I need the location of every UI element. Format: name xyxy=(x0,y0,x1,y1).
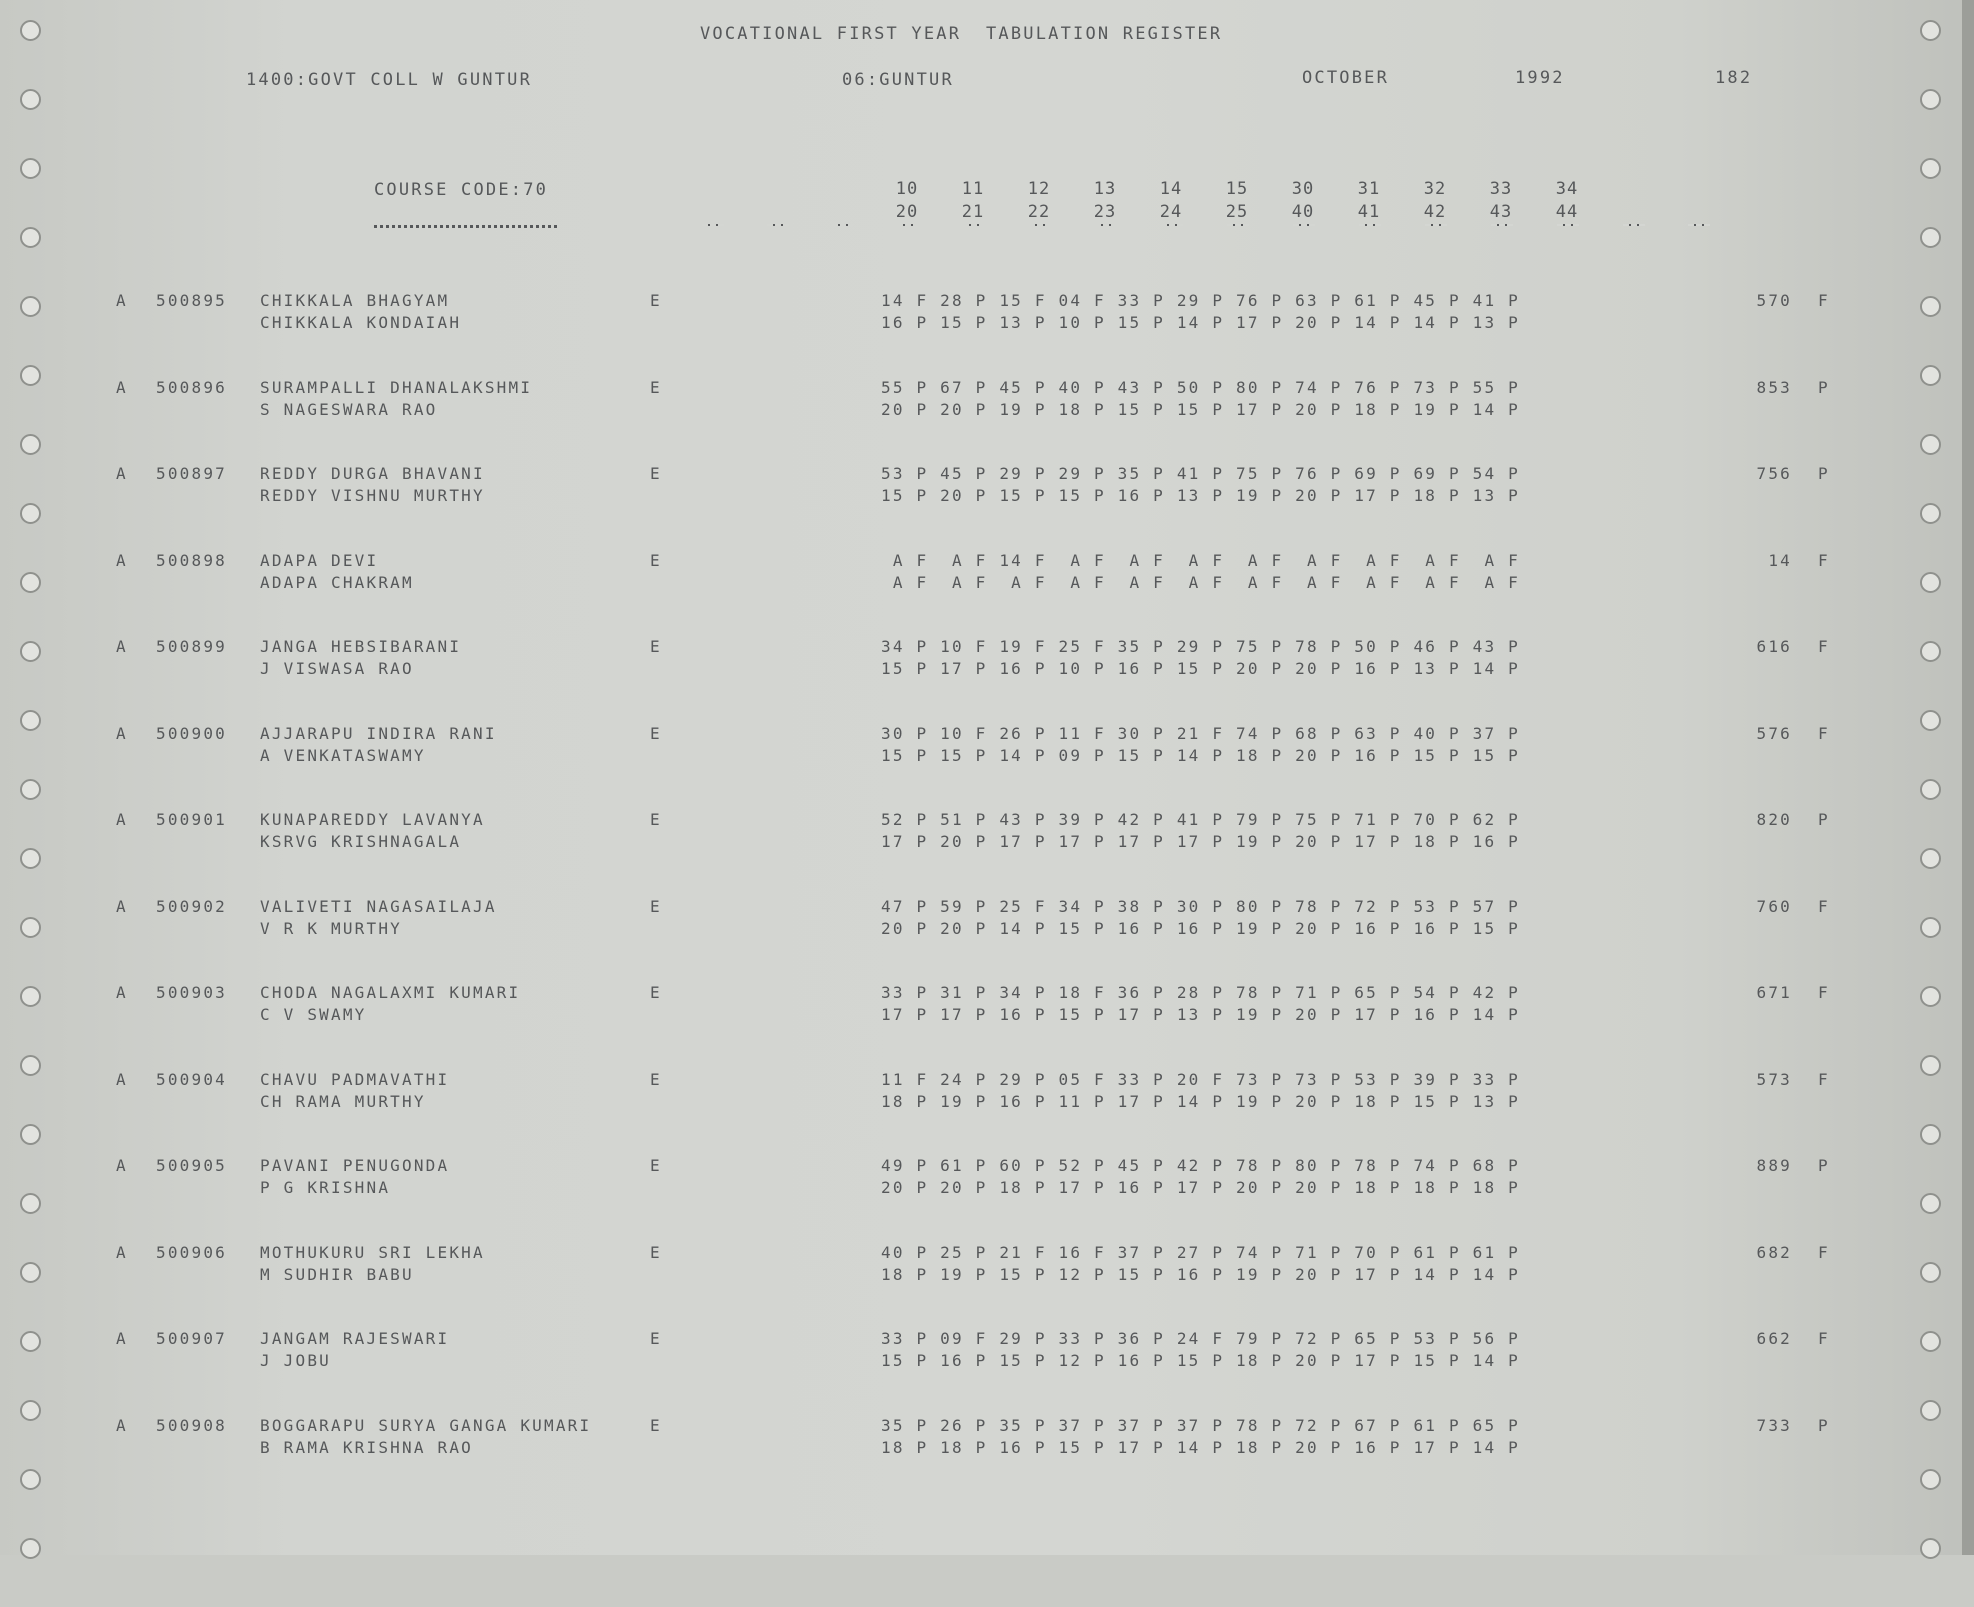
column-dash xyxy=(1491,224,1513,226)
roll-number: 500904 xyxy=(156,1069,227,1089)
feed-hole xyxy=(1920,158,1941,179)
feed-hole xyxy=(20,641,41,662)
category-code: A xyxy=(116,291,128,310)
marks-part-two: 17 P 17 P 16 P 15 P 17 P 13 P 19 P 20 P 17 P 16 P 14 P xyxy=(881,1005,1520,1024)
marks-part-two: 20 P 20 P 18 P 17 P 16 P 17 P 20 P 20 P 18 P 18 P 18 P xyxy=(881,1178,1520,1197)
feed-hole xyxy=(1920,1193,1941,1214)
column-group-header xyxy=(953,178,993,224)
marks-part-two: 18 P 19 P 16 P 11 P 17 P 14 P 19 P 20 P 18 P 15 P 13 P xyxy=(881,1091,1520,1111)
parent-name: ADAPA CHAKRAM xyxy=(260,572,414,592)
roll-number: 500900 xyxy=(156,723,227,743)
marks-part-one: 49 P 61 P 60 P 52 P 45 P 42 P 78 P 80 P 78 P 74 P 68 P xyxy=(881,1156,1520,1175)
column-code-bottom: 23 xyxy=(1093,202,1117,222)
candidate-name: CHIKKALA BHAGYAM xyxy=(260,291,450,310)
result-code: F xyxy=(1818,723,1830,743)
column-group-header xyxy=(1349,178,1389,224)
roll-number: 500901 xyxy=(156,810,227,829)
marks-part-two: 20 P 20 P 14 P 15 P 16 P 16 P 19 P 20 P 16 P 16 P 15 P xyxy=(881,918,1520,938)
feed-hole xyxy=(1920,1331,1941,1352)
record-row xyxy=(112,463,1872,523)
marks-part-two: 20 P 20 P 19 P 18 P 15 P 15 P 17 P 20 P 18 P 19 P 14 P xyxy=(881,399,1520,419)
candidate-name: PAVANI PENUGONDA xyxy=(260,1156,450,1175)
feed-hole xyxy=(1920,227,1941,248)
roll-number: 500905 xyxy=(156,1156,227,1175)
column-code-top: 30 xyxy=(1291,179,1315,199)
column-group-header xyxy=(1217,178,1257,224)
total-marks: 662 xyxy=(1756,1329,1792,1348)
parent-name: P G KRISHNA xyxy=(260,1178,391,1197)
candidate-name: ADAPA DEVI xyxy=(260,550,379,570)
marks-part-one: 53 P 45 P 29 P 29 P 35 P 41 P 75 P 76 P 69 P 69 P 54 P xyxy=(881,464,1520,483)
feed-hole xyxy=(20,1193,41,1214)
column-dash xyxy=(1029,224,1051,226)
column-code-bottom: 43 xyxy=(1489,202,1513,222)
column-code-top: 13 xyxy=(1093,179,1117,199)
feed-hole xyxy=(20,1331,41,1352)
total-marks: 573 xyxy=(1756,1069,1792,1089)
feed-hole xyxy=(20,848,41,869)
marks-part-one: 33 P 31 P 34 P 18 F 36 P 28 P 78 P 71 P 65 P 54 P 42 P xyxy=(881,983,1520,1002)
feed-hole xyxy=(1920,1400,1941,1421)
feed-hole xyxy=(20,503,41,524)
column-code-bottom: 20 xyxy=(895,202,919,222)
roll-number: 500898 xyxy=(156,550,227,570)
college-name: 1400:GOVT COLL W GUNTUR xyxy=(246,70,533,90)
feed-hole xyxy=(1920,1055,1941,1076)
feed-hole xyxy=(20,1124,41,1145)
column-dash xyxy=(1688,224,1710,226)
parent-name: REDDY VISHNU MURTHY xyxy=(260,486,485,505)
roll-number: 500895 xyxy=(156,291,227,310)
record-row xyxy=(112,982,1872,1042)
tractor-feed-holes-right xyxy=(1920,20,1950,1607)
column-code-bottom: 44 xyxy=(1555,202,1579,222)
feed-hole xyxy=(1920,917,1941,938)
feed-hole xyxy=(20,572,41,593)
marks-part-two: A F A F A F A F A F A F A F A F A F A F A F xyxy=(881,572,1520,592)
roll-number: 500899 xyxy=(156,637,227,656)
result-code: P xyxy=(1818,1156,1830,1175)
column-code-bottom: 25 xyxy=(1225,202,1249,222)
candidate-name: JANGA HEBSIBARANI xyxy=(260,637,462,656)
medium-code: E xyxy=(650,1329,662,1348)
column-code-top: 14 xyxy=(1159,179,1183,199)
parent-name: V R K MURTHY xyxy=(260,918,402,938)
feed-hole xyxy=(20,434,41,455)
feed-hole xyxy=(1920,572,1941,593)
candidate-name: JANGAM RAJESWARI xyxy=(260,1329,450,1348)
feed-hole xyxy=(20,917,41,938)
tractor-feed-holes-left xyxy=(20,20,50,1607)
medium-code: E xyxy=(650,1242,662,1262)
column-group-header xyxy=(1547,178,1587,224)
feed-hole xyxy=(20,986,41,1007)
parent-name: CHIKKALA KONDAIAH xyxy=(260,313,462,332)
feed-hole xyxy=(1920,710,1941,731)
paper-edge xyxy=(1962,0,1974,1555)
medium-code: E xyxy=(650,896,662,916)
feed-hole xyxy=(1920,365,1941,386)
total-marks: 682 xyxy=(1756,1242,1792,1262)
result-code: F xyxy=(1818,550,1830,570)
page-number: 182 xyxy=(1715,68,1753,88)
total-marks: 576 xyxy=(1756,723,1792,743)
column-dash xyxy=(1095,224,1117,226)
column-dash xyxy=(1293,224,1315,226)
record-row xyxy=(112,1328,1872,1388)
feed-hole xyxy=(1920,503,1941,524)
candidate-name: SURAMPALLI DHANALAKSHMI xyxy=(260,377,533,397)
column-code-bottom: 42 xyxy=(1423,202,1447,222)
record-row xyxy=(112,1155,1872,1215)
result-code: P xyxy=(1818,1415,1830,1435)
category-code: A xyxy=(116,377,128,397)
column-group-header xyxy=(1085,178,1125,224)
parent-name: B RAMA KRISHNA RAO xyxy=(260,1437,473,1457)
record-row xyxy=(112,377,1872,437)
column-dash xyxy=(897,224,919,226)
marks-part-one: 52 P 51 P 43 P 39 P 42 P 41 P 79 P 75 P 71 P 70 P 62 P xyxy=(881,810,1520,829)
marks-part-one: 40 P 25 P 21 F 16 F 37 P 27 P 74 P 71 P 70 P 61 P 61 P xyxy=(881,1242,1520,1262)
column-code-bottom: 24 xyxy=(1159,202,1183,222)
feed-hole xyxy=(1920,1538,1941,1559)
marks-part-two: 16 P 15 P 13 P 10 P 15 P 14 P 17 P 20 P 14 P 14 P 13 P xyxy=(881,313,1520,332)
column-group-header xyxy=(1415,178,1455,224)
exam-year: 1992 xyxy=(1515,68,1565,88)
feed-hole xyxy=(20,1262,41,1283)
total-marks: 889 xyxy=(1756,1156,1792,1175)
result-code: F xyxy=(1818,1329,1830,1348)
category-code: A xyxy=(116,1415,128,1435)
column-dash xyxy=(1425,224,1447,226)
column-code-top: 31 xyxy=(1357,179,1381,199)
roll-number: 500902 xyxy=(156,896,227,916)
column-code-top: 10 xyxy=(895,179,919,199)
candidate-name: KUNAPAREDDY LAVANYA xyxy=(260,810,485,829)
parent-name: CH RAMA MURTHY xyxy=(260,1091,426,1111)
marks-part-two: 15 P 20 P 15 P 15 P 16 P 13 P 19 P 20 P 17 P 18 P 13 P xyxy=(881,486,1520,505)
roll-number: 500906 xyxy=(156,1242,227,1262)
column-group-header xyxy=(1283,178,1323,224)
marks-part-one: 47 P 59 P 25 F 34 P 38 P 30 P 80 P 78 P 72 P 53 P 57 P xyxy=(881,896,1520,916)
category-code: A xyxy=(116,464,128,483)
column-code-top: 12 xyxy=(1027,179,1051,199)
feed-hole xyxy=(20,296,41,317)
feed-hole xyxy=(20,1055,41,1076)
marks-part-one: 30 P 10 F 26 P 11 F 30 P 21 F 74 P 68 P 63 P 40 P 37 P xyxy=(881,723,1520,743)
feed-hole xyxy=(1920,641,1941,662)
parent-name: M SUDHIR BABU xyxy=(260,1264,414,1284)
column-code-bottom: 41 xyxy=(1357,202,1381,222)
category-code: A xyxy=(116,1069,128,1089)
result-code: F xyxy=(1818,1069,1830,1089)
feed-hole xyxy=(1920,848,1941,869)
column-group-header xyxy=(1019,178,1059,224)
result-code: F xyxy=(1818,637,1830,656)
column-dash xyxy=(1557,224,1579,226)
feed-hole xyxy=(20,89,41,110)
result-code: F xyxy=(1818,896,1830,916)
category-code: A xyxy=(116,550,128,570)
record-row xyxy=(112,1242,1872,1302)
column-group-header xyxy=(1481,178,1521,224)
record-row xyxy=(112,809,1872,869)
parent-name: A VENKATASWAMY xyxy=(260,745,426,765)
feed-hole xyxy=(1920,434,1941,455)
result-code: P xyxy=(1818,810,1830,829)
column-code-bottom: 22 xyxy=(1027,202,1051,222)
roll-number: 500907 xyxy=(156,1329,227,1348)
record-row xyxy=(112,290,1872,350)
feed-hole xyxy=(20,20,41,41)
total-marks: 820 xyxy=(1756,810,1792,829)
feed-hole xyxy=(1920,89,1941,110)
feed-hole xyxy=(20,1469,41,1490)
feed-hole xyxy=(20,1538,41,1559)
feed-hole xyxy=(1920,779,1941,800)
marks-part-one: 14 F 28 P 15 F 04 F 33 P 29 P 76 P 63 P 61 P 45 P 41 P xyxy=(881,291,1520,310)
marks-part-one: 11 F 24 P 29 P 05 F 33 P 20 F 73 P 73 P 53 P 39 P 33 P xyxy=(881,1069,1520,1089)
course-code: COURSE CODE:70 xyxy=(374,180,549,200)
record-row xyxy=(112,550,1872,610)
record-row xyxy=(112,1069,1872,1129)
category-code: A xyxy=(116,896,128,916)
medium-code: E xyxy=(650,983,662,1002)
column-dash xyxy=(702,224,724,226)
column-code-top: 33 xyxy=(1489,179,1513,199)
medium-code: E xyxy=(650,1069,662,1089)
category-code: A xyxy=(116,1242,128,1262)
marks-part-two: 17 P 20 P 17 P 17 P 17 P 17 P 19 P 20 P 17 P 18 P 16 P xyxy=(881,832,1520,851)
medium-code: E xyxy=(650,723,662,743)
column-code-top: 34 xyxy=(1555,179,1579,199)
category-code: A xyxy=(116,983,128,1002)
category-code: A xyxy=(116,1329,128,1348)
feed-hole xyxy=(20,227,41,248)
roll-number: 500897 xyxy=(156,464,227,483)
parent-name: S NAGESWARA RAO xyxy=(260,399,438,419)
total-marks: 853 xyxy=(1756,377,1792,397)
parent-name: KSRVG KRISHNAGALA xyxy=(260,832,462,851)
feed-hole xyxy=(1920,1262,1941,1283)
course-code-underline xyxy=(374,225,557,228)
column-dash xyxy=(1227,224,1249,226)
feed-hole xyxy=(20,710,41,731)
medium-code: E xyxy=(650,1415,662,1435)
medium-code: E xyxy=(650,464,662,483)
roll-number: 500903 xyxy=(156,983,227,1002)
marks-part-one: 34 P 10 F 19 F 25 F 35 P 29 P 75 P 78 P 50 P 46 P 43 P xyxy=(881,637,1520,656)
feed-hole xyxy=(1920,986,1941,1007)
medium-code: E xyxy=(650,291,662,310)
column-code-bottom: 21 xyxy=(961,202,985,222)
marks-part-one: 55 P 67 P 45 P 40 P 43 P 50 P 80 P 74 P 76 P 73 P 55 P xyxy=(881,377,1520,397)
marks-part-two: 15 P 16 P 15 P 12 P 16 P 15 P 18 P 20 P 17 P 15 P 14 P xyxy=(881,1351,1520,1370)
roll-number: 500896 xyxy=(156,377,227,397)
marks-part-two: 15 P 15 P 14 P 09 P 15 P 14 P 18 P 20 P 16 P 15 P 15 P xyxy=(881,745,1520,765)
candidate-name: MOTHUKURU SRI LEKHA xyxy=(260,1242,485,1262)
exam-month: OCTOBER xyxy=(1302,68,1390,88)
result-code: P xyxy=(1818,377,1830,397)
feed-hole xyxy=(1920,296,1941,317)
candidate-name: CHODA NAGALAXMI KUMARI xyxy=(260,983,521,1002)
record-row xyxy=(112,1415,1872,1475)
column-code-top: 32 xyxy=(1423,179,1447,199)
medium-code: E xyxy=(650,1156,662,1175)
result-code: F xyxy=(1818,983,1830,1002)
column-dash xyxy=(1359,224,1381,226)
candidate-name: AJJARAPU INDIRA RANI xyxy=(260,723,497,743)
total-marks: 756 xyxy=(1756,464,1792,483)
column-code-top: 15 xyxy=(1225,179,1249,199)
column-dash xyxy=(963,224,985,226)
marks-part-one: 35 P 26 P 35 P 37 P 37 P 37 P 78 P 72 P 67 P 61 P 65 P xyxy=(881,1415,1520,1435)
candidate-name: VALIVETI NAGASAILAJA xyxy=(260,896,497,916)
marks-part-two: 15 P 17 P 16 P 10 P 16 P 15 P 20 P 20 P 16 P 13 P 14 P xyxy=(881,659,1520,678)
result-code: F xyxy=(1818,1242,1830,1262)
candidate-name: CHAVU PADMAVATHI xyxy=(260,1069,450,1089)
column-code-bottom: 40 xyxy=(1291,202,1315,222)
category-code: A xyxy=(116,1156,128,1175)
column-code-top: 11 xyxy=(961,179,985,199)
result-code: P xyxy=(1818,464,1830,483)
feed-hole xyxy=(20,158,41,179)
feed-hole xyxy=(20,1400,41,1421)
feed-hole xyxy=(1920,1469,1941,1490)
medium-code: E xyxy=(650,550,662,570)
feed-hole xyxy=(1920,1124,1941,1145)
column-dash xyxy=(1623,224,1645,226)
total-marks: 733 xyxy=(1756,1415,1792,1435)
marks-part-two: 18 P 19 P 15 P 12 P 15 P 16 P 19 P 20 P 17 P 14 P 14 P xyxy=(881,1264,1520,1284)
feed-hole xyxy=(20,365,41,386)
marks-part-one: A F A F 14 F A F A F A F A F A F A F A F A F xyxy=(881,550,1520,570)
feed-hole xyxy=(20,779,41,800)
total-marks: 671 xyxy=(1756,983,1792,1002)
record-row xyxy=(112,723,1872,783)
medium-code: E xyxy=(650,377,662,397)
medium-code: E xyxy=(650,810,662,829)
record-row xyxy=(112,896,1872,956)
category-code: A xyxy=(116,637,128,656)
category-code: A xyxy=(116,723,128,743)
column-dash xyxy=(767,224,789,226)
total-marks: 616 xyxy=(1756,637,1792,656)
total-marks: 760 xyxy=(1756,896,1792,916)
column-group-header xyxy=(887,178,927,224)
medium-code: E xyxy=(650,637,662,656)
result-code: F xyxy=(1818,291,1830,310)
candidate-name: BOGGARAPU SURYA GANGA KUMARI xyxy=(260,1415,592,1435)
column-dash xyxy=(832,224,854,226)
column-dash xyxy=(1161,224,1183,226)
parent-name: C V SWAMY xyxy=(260,1005,367,1024)
marks-part-one: 33 P 09 F 29 P 33 P 36 P 24 F 79 P 72 P 65 P 53 P 56 P xyxy=(881,1329,1520,1348)
total-marks: 570 xyxy=(1756,291,1792,310)
candidate-name: REDDY DURGA BHAVANI xyxy=(260,464,485,483)
district-name: 06:GUNTUR xyxy=(842,70,954,90)
category-code: A xyxy=(116,810,128,829)
record-row xyxy=(112,636,1872,696)
register-title: VOCATIONAL FIRST YEAR TABULATION REGISTER xyxy=(700,24,1223,44)
feed-hole xyxy=(1920,20,1941,41)
roll-number: 500908 xyxy=(156,1415,227,1435)
parent-name: J JOBU xyxy=(260,1351,331,1370)
column-group-header xyxy=(1151,178,1191,224)
parent-name: J VISWASA RAO xyxy=(260,659,414,678)
total-marks: 14 xyxy=(1768,550,1792,570)
marks-part-two: 18 P 18 P 16 P 15 P 17 P 14 P 18 P 20 P 16 P 17 P 14 P xyxy=(881,1437,1520,1457)
